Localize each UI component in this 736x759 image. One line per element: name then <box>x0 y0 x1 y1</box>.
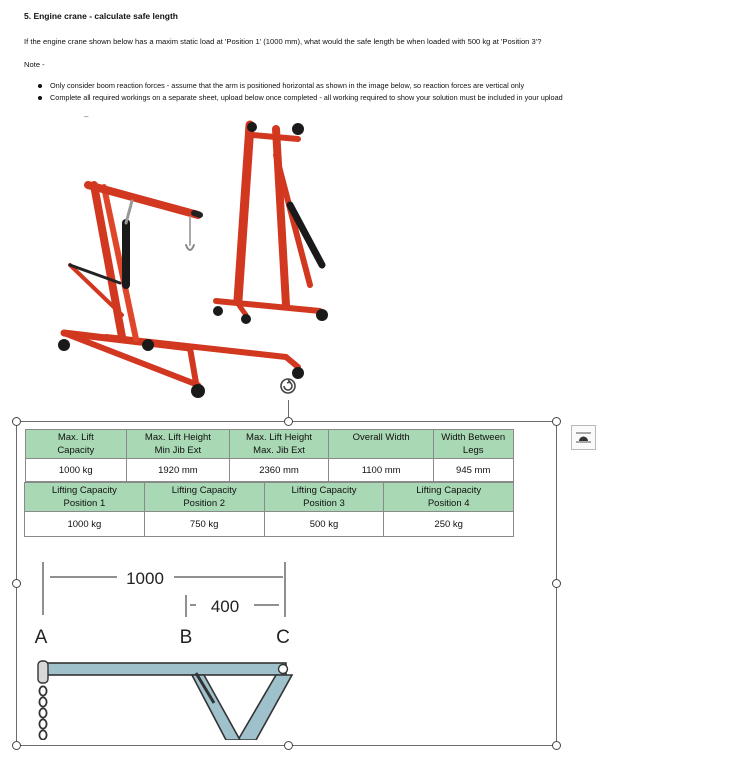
resize-handle-bottom-left[interactable] <box>12 741 21 750</box>
value-lifting-position-4: 250 kg <box>384 512 514 537</box>
crane-right-wheels <box>213 122 328 324</box>
dimension-400-label: 400 <box>210 597 240 616</box>
hook-bracket <box>38 661 48 683</box>
boom-diagram <box>24 555 324 740</box>
rotate-handle-icon[interactable] <box>278 376 298 396</box>
point-b-label: B <box>179 627 193 648</box>
resize-handle-top-right[interactable] <box>552 417 561 426</box>
layout-options-button[interactable] <box>571 425 596 450</box>
crane-right <box>216 125 322 315</box>
header-max-lift-height-min: Max. Lift Height Min Jib Ext <box>127 430 230 459</box>
resize-handle-bottom[interactable] <box>284 741 293 750</box>
resize-handle-top[interactable] <box>284 417 293 426</box>
header-width-between-legs: Width Between Legs <box>433 430 513 459</box>
crane-left <box>64 185 298 385</box>
header-lifting-position-4: Lifting Capacity Position 4 <box>384 483 514 512</box>
spec-header-row <box>25 429 514 483</box>
value-width-between-legs: 945 mm <box>433 459 513 482</box>
header-lifting-position-2: Lifting Capacity Position 2 <box>144 483 264 512</box>
resize-handle-top-left[interactable] <box>12 417 21 426</box>
note-item-1: Only consider boom reaction forces - assume that the arm is positioned horizontal as shown in the image below, so reaction forces are vertical only <box>36 80 563 92</box>
value-lifting-position-3: 500 kg <box>264 512 384 537</box>
header-overall-width: Overall Width <box>329 430 434 459</box>
resize-handle-left[interactable] <box>12 579 21 588</box>
layout-options-icon <box>575 431 592 444</box>
spec-table <box>24 429 514 537</box>
engine-crane-photo <box>40 115 350 405</box>
value-max-lift-height-max: 2360 mm <box>229 459 329 482</box>
note-list <box>36 80 563 104</box>
ram-cylinder <box>192 675 240 740</box>
lifting-capacity-value-row <box>25 512 514 537</box>
resize-handle-bottom-right[interactable] <box>552 741 561 750</box>
value-lifting-position-1: 1000 kg <box>25 512 145 537</box>
header-lifting-position-1: Lifting Capacity Position 1 <box>25 483 145 512</box>
pivot-c <box>279 665 288 674</box>
value-overall-width: 1100 mm <box>329 459 434 482</box>
note-item-2: Complete all required workings on a separate sheet, upload below once completed - all working required to show your solution must be included in your upload <box>36 92 563 104</box>
header-max-lift-capacity: Max. Lift Capacity <box>25 430 127 459</box>
header-lifting-position-3: Lifting Capacity Position 3 <box>264 483 384 512</box>
value-lifting-position-2: 750 kg <box>144 512 264 537</box>
header-max-lift-height-max: Max. Lift Height Max. Jib Ext <box>229 430 329 459</box>
lifting-capacity-header-row <box>25 483 514 512</box>
chain <box>39 686 46 739</box>
value-max-lift-height-min: 1920 mm <box>127 459 230 482</box>
resize-handle-right[interactable] <box>552 579 561 588</box>
note-label: Note - <box>24 60 45 69</box>
stray-dash: – <box>84 112 89 121</box>
boom-arm <box>42 663 286 675</box>
point-c-label: C <box>276 627 290 648</box>
question-text: If the engine crane shown below has a maxim static load at 'Position 1' (1000 mm), what would the safe length be when loaded with 500 kg at 'Position 3'? <box>24 37 542 46</box>
dimension-1000-label: 1000 <box>126 569 164 588</box>
mast-leg <box>238 675 292 740</box>
question-title: 5. Engine crane - calculate safe length <box>24 11 178 21</box>
value-max-lift-capacity: 1000 kg <box>25 459 127 482</box>
point-a-label: A <box>34 627 48 648</box>
